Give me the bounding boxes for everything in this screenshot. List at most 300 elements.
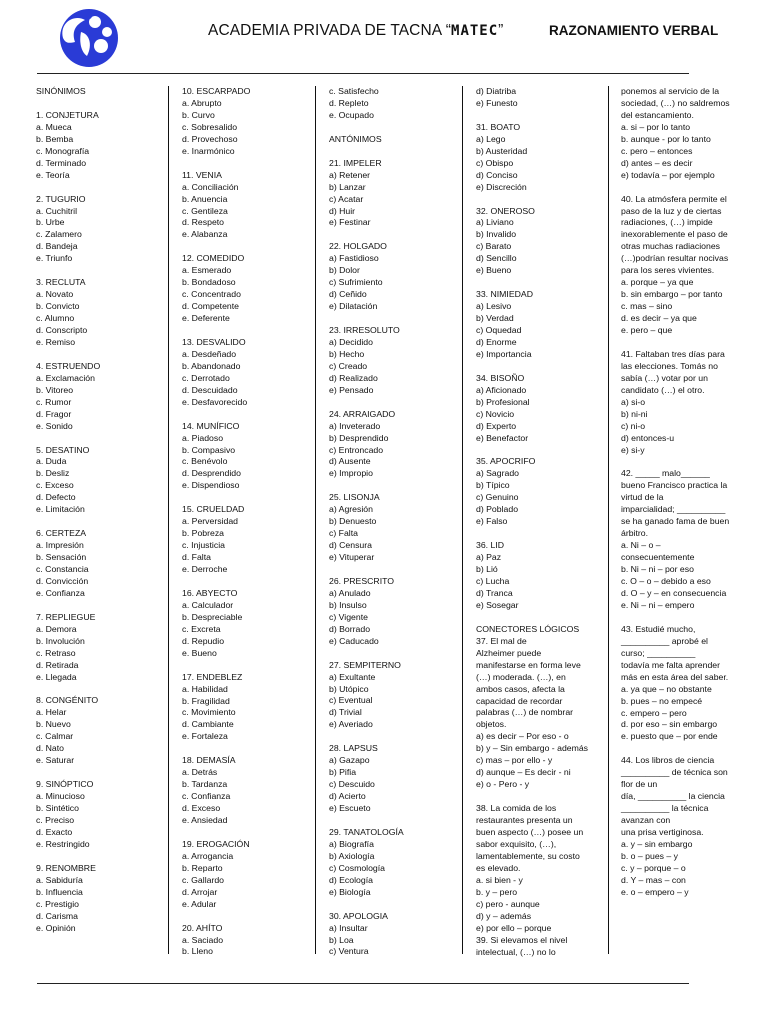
text-line: 30. APOLOGIA (329, 910, 388, 921)
text-line: d) Poblado (476, 504, 519, 515)
text-line: d. Fragor (36, 408, 72, 419)
text-line: b) Insulso (329, 599, 367, 610)
column-synonyms-2 (182, 86, 310, 958)
text-line: intelectual, (…) no lo (476, 946, 556, 957)
text-line: b. Ni – ni – por eso (621, 564, 694, 575)
text-line (329, 229, 457, 241)
text-line (182, 911, 310, 923)
text-line: ponemos al servicio de la (621, 86, 720, 96)
text-line: a. Helar (36, 707, 67, 718)
text-line: ambos casos, afecta la (476, 683, 565, 694)
text-line: d. Nato (36, 743, 65, 754)
text-line: a. Perversidad (182, 516, 239, 527)
text-line: b) Pifia (329, 767, 357, 778)
text-line: a. Exclamación (36, 372, 95, 383)
text-line: sociedad, (…) no saldremos (621, 97, 730, 108)
text-line: b) Austeridad (476, 145, 528, 156)
text-line: e. Desfavorecido (182, 396, 248, 407)
text-line: b. y – pero (476, 886, 518, 897)
text-line: b. Sintético (36, 803, 79, 814)
text-line: e) Sosegar (476, 599, 519, 610)
text-line: 27. SEMPITERNO (329, 659, 401, 670)
text-line: c. Alumno (36, 313, 75, 324)
text-line: 32. ONEROSO (476, 205, 535, 216)
column-antonyms-connectors (476, 86, 604, 958)
text-line: árbitro. (621, 528, 649, 539)
text-line: b) ni-ni (621, 408, 648, 419)
text-line: las elecciones. Tomás no (621, 360, 718, 371)
text-line: e) si-y (621, 444, 645, 455)
text-line: __________ de técnica son (621, 767, 728, 778)
text-line: b. Tardanza (182, 779, 228, 790)
text-line: e. Ni – ni – empero (621, 599, 695, 610)
text-line: e. Teoría (36, 169, 70, 180)
text-line (476, 528, 604, 540)
text-line (329, 313, 457, 325)
text-line: e) Funesto (476, 97, 518, 108)
text-line: 36. LID (476, 540, 505, 551)
text-line: e. puesto que – por ende (621, 731, 718, 742)
text-line: c) Creado (329, 360, 368, 371)
text-line: b. Abandonado (182, 360, 241, 371)
column-divider (168, 86, 169, 954)
text-line: c) Novicio (476, 408, 515, 419)
text-line: e. Saturar (36, 755, 75, 766)
text-line: b. pues – no empecé (621, 695, 703, 706)
text-line: d. Carisma (36, 910, 78, 921)
text-line: Alzheimer puede (476, 647, 542, 658)
text-line: a. Detrás (182, 767, 218, 778)
text-line: 41. Faltaban tres días para (621, 348, 725, 359)
text-line: d. por eso – sin embargo (621, 719, 718, 730)
text-line: capacidad de recordar (476, 695, 563, 706)
text-line (329, 648, 457, 660)
text-line (36, 98, 164, 110)
text-line: 24. ARRAIGADO (329, 408, 396, 419)
text-line: e. o – empero – y (621, 886, 689, 897)
text-line: a. Mueca (36, 121, 72, 132)
text-line: b. Vitoreo (36, 384, 74, 395)
text-line: 3. RECLUTA (36, 277, 86, 288)
text-line: d) Acierto (329, 791, 366, 802)
text-line: 9. SINÓPTICO (36, 779, 94, 790)
text-line: d) Realizado (329, 372, 378, 383)
text-line (36, 684, 164, 696)
text-line: b. Nuevo (36, 719, 71, 730)
text-line: c) Entroncado (329, 444, 384, 455)
text-line: a) Aficionado (476, 384, 527, 395)
text-line: c. Retraso (36, 647, 76, 658)
text-line: 34. BISOÑO (476, 372, 525, 383)
text-line (182, 743, 310, 755)
text-line (182, 492, 310, 504)
footer-divider (37, 983, 689, 984)
text-line: 44. Los libros de ciencia (621, 755, 715, 766)
page-title: ACADEMIA PRIVADA DE TACNA “MATEC” (208, 22, 504, 39)
text-line: ANTÓNIMOS (329, 133, 382, 144)
text-line: a. Demora (36, 623, 77, 634)
text-line: c. pero – entonces (621, 145, 693, 156)
text-line: 11. VENIA (182, 169, 222, 180)
text-line: c) mas – por ello - y (476, 755, 553, 766)
text-line: e. Deferente (182, 313, 230, 324)
text-line: 37. El mal de (476, 635, 527, 646)
text-line: b. Lleno (182, 946, 213, 957)
text-line: e) Importancia (476, 348, 532, 359)
text-line (476, 194, 604, 206)
text-line (36, 600, 164, 612)
text-line: b. Anuencia (182, 193, 228, 204)
text-line: a. Sabiduría (36, 874, 83, 885)
text-line: a. Impresión (36, 540, 84, 551)
text-line: c. Sobresalido (182, 121, 238, 132)
text-line: consecuentemente (621, 552, 695, 563)
text-line: 38. La comida de los (476, 803, 557, 814)
text-line: a. Cuchitril (36, 205, 78, 216)
text-line: imparcialidad; __________ (621, 504, 726, 515)
text-line (182, 158, 310, 170)
text-line: d) Conciso (476, 169, 518, 180)
text-line: 26. PRESCRITO (329, 575, 395, 586)
column-synonyms-1 (36, 86, 164, 935)
text-line: a. Saciado (182, 934, 224, 945)
text-line: b) Utópico (329, 683, 369, 694)
text-line: c. Prestigio (36, 898, 79, 909)
text-line: d) Borrado (329, 623, 371, 634)
text-line: sabor exquisito, (…), (476, 838, 557, 849)
text-line: e) Benefactor (476, 432, 529, 443)
text-line: a) Biografía (329, 838, 374, 849)
text-line: e) Pensado (329, 384, 374, 395)
text-line: e) Discreción (476, 181, 527, 192)
text-line: c. Gentileza (182, 205, 228, 216)
text-line: b) Dolor (329, 265, 360, 276)
text-line: c) Descuido (329, 779, 375, 790)
text-line: 6. CERTEZA (36, 528, 87, 539)
text-line: c) Barato (476, 241, 512, 252)
text-line: b. Desliz (36, 468, 70, 479)
text-line: d. Terminado (36, 157, 87, 168)
text-line: b. sin embargo – por tanto (621, 289, 723, 300)
text-line: a. ya que – no obstante (621, 683, 712, 694)
text-line: b) Verdad (476, 313, 514, 324)
text-line (182, 576, 310, 588)
text-line: b. Bemba (36, 133, 74, 144)
text-line: a) Agresión (329, 504, 373, 515)
text-line: b. Fragilidad (182, 695, 230, 706)
text-line: c) Acatar (329, 193, 364, 204)
column-divider (608, 86, 609, 954)
text-line (329, 480, 457, 492)
text-line: a) Gazapo (329, 755, 370, 766)
text-line: a) Liviano (476, 217, 514, 228)
text-line: c. Injusticia (182, 540, 225, 551)
text-line: 12. COMEDIDO (182, 253, 245, 264)
text-line: b) Axiología (329, 850, 375, 861)
text-line: 43. Estudié mucho, (621, 623, 696, 634)
text-line: a. si bien - y (476, 874, 523, 885)
text-line: __________ la técnica (621, 803, 709, 814)
text-line: d) entonces-u (621, 432, 675, 443)
text-line: a) Paz (476, 552, 502, 563)
text-line: avanzan con (621, 815, 671, 826)
text-line: c. Rumor (36, 396, 72, 407)
text-line (476, 791, 604, 803)
text-line (621, 743, 766, 755)
text-line: sabía (…) votar por un (621, 372, 708, 383)
text-line: e) Falso (476, 516, 508, 527)
text-line: 10. ESCARPADO (182, 86, 251, 96)
text-line: b. Bondadoso (182, 277, 236, 288)
column-divider (315, 86, 316, 954)
text-line: 25. LISONJA (329, 492, 380, 503)
text-line: b. Compasivo (182, 444, 236, 455)
text-line: 18. DEMASÍA (182, 755, 236, 766)
text-line: a) Inveterado (329, 420, 381, 431)
text-line: a. Ni – o – (621, 540, 661, 551)
text-line: c) Ventura (329, 946, 369, 957)
text-line (329, 122, 457, 134)
text-line: paso de la luz y de ciertas (621, 205, 722, 216)
text-line: c) Obispo (476, 157, 514, 168)
text-line: d. Falta (182, 552, 211, 563)
text-line: 39. Si elevamos el nivel (476, 934, 568, 945)
text-line: c) ni-o (621, 420, 646, 431)
text-line: a. Arrogancia (182, 850, 234, 861)
text-line (329, 815, 457, 827)
text-line: a) Lesivo (476, 301, 512, 312)
text-line: e) todavía – por ejemplo (621, 169, 715, 180)
column-connectors (621, 86, 766, 899)
academy-logo-icon (55, 8, 123, 68)
text-line: c. Concentrado (182, 289, 241, 300)
text-line: c. Calmar (36, 731, 74, 742)
text-line: d. Desprendido (182, 468, 241, 479)
text-line: 40. La atmósfera permite el (621, 193, 727, 204)
text-line: 22. HOLGADO (329, 241, 387, 252)
text-line: flor de un (621, 779, 658, 790)
text-line: c. Preciso (36, 815, 75, 825)
text-line: d. es decir – ya que (621, 313, 697, 324)
text-line: buen aspecto (…) posee un (476, 826, 584, 837)
text-line: e. pero – que (621, 325, 673, 336)
text-line: c. Movimiento (182, 707, 236, 718)
text-line: d. Convicción (36, 575, 89, 586)
text-line: c. Derrotado (182, 372, 230, 383)
text-line: d. O – y – en consecuencia (621, 587, 727, 598)
text-line: 1. CONJETURA (36, 109, 99, 120)
text-line: d) Ceñido (329, 289, 367, 300)
text-line: __________ aprobé el (621, 635, 708, 646)
text-line: c) Oquedad (476, 325, 522, 336)
text-line: día, __________ la ciencia (621, 791, 725, 802)
text-line: a) Retener (329, 169, 371, 180)
page-header (0, 0, 768, 80)
text-line: e. Adular (182, 898, 217, 909)
text-line: del estancamiento. (621, 109, 694, 120)
text-line (182, 325, 310, 337)
text-line: bueno Francisco practica la (621, 480, 728, 491)
text-line: a) Anulado (329, 587, 371, 598)
text-line: a) Sagrado (476, 468, 519, 479)
text-line: a. Duda (36, 456, 67, 467)
text-line: e. Bueno (182, 647, 217, 658)
text-line: SINÓNIMOS (36, 86, 86, 96)
text-line: 4. ESTRUENDO (36, 360, 101, 371)
text-line: para los seres vivientes. (621, 265, 715, 276)
text-line: objetos. (476, 719, 507, 730)
text-line: b. Involución (36, 635, 85, 646)
text-line: e. Fortaleza (182, 731, 228, 742)
text-line (36, 182, 164, 194)
text-line: se ha ganado fama de buen (621, 516, 730, 527)
text-line: 21. IMPELER (329, 157, 382, 168)
text-line: c) Cosmología (329, 862, 386, 873)
text-line: d. Bandeja (36, 241, 78, 252)
text-line: d. Y – mas – con (621, 874, 686, 885)
text-line: a. y – sin embargo (621, 838, 693, 849)
text-line (36, 767, 164, 779)
text-line (476, 110, 604, 122)
text-line: a) es decir – Por eso - o (476, 731, 569, 742)
text-line: e. Ansiedad (182, 815, 228, 826)
text-line: c. empero – pero (621, 707, 687, 718)
text-line: d. Exacto (36, 826, 73, 837)
text-line: b) Lanzar (329, 181, 366, 192)
text-line: e. Llegada (36, 671, 77, 682)
brand-name: MATEC (451, 23, 499, 39)
text-line: b. o – pues – y (621, 850, 678, 861)
text-line: b. Urbe (36, 217, 65, 228)
text-line (621, 337, 766, 349)
text-line: (…) moderada. (…), en (476, 671, 566, 682)
column-antonyms-1 (329, 86, 457, 958)
text-line: a) Fastidioso (329, 253, 379, 264)
text-line: b) Lió (476, 564, 498, 575)
text-line: b) Denuesto (329, 516, 377, 527)
text-line: e. Derroche (182, 564, 228, 575)
text-line: (…)podrían resultar nocivas (621, 253, 729, 264)
text-line: e) Bueno (476, 265, 512, 276)
text-line: 20. AHÍTO (182, 922, 223, 933)
text-line: d) Experto (476, 420, 517, 431)
text-line: e) Dilatación (329, 301, 378, 312)
text-line (329, 146, 457, 158)
text-line: 28. LAPSUS (329, 743, 378, 754)
text-line: e. Triunfo (36, 253, 73, 264)
text-line: e. Opinión (36, 922, 76, 933)
text-line: c. Zalamero (36, 229, 82, 240)
text-line: 16. ABYECTO (182, 587, 238, 598)
text-line: 29. TANATOLOGÍA (329, 826, 404, 837)
text-line: d) Censura (329, 540, 372, 551)
text-line: palabras (…) de nombrar (476, 707, 574, 718)
text-line (36, 851, 164, 863)
text-line: a) si-o (621, 396, 646, 407)
text-line (329, 899, 457, 911)
text-line: d) Huir (329, 205, 356, 216)
text-line: a. Abrupto (182, 97, 222, 108)
text-line: e. Remiso (36, 336, 76, 347)
text-line: d) y – además (476, 910, 532, 921)
text-line: d. Arrojar (182, 886, 218, 897)
text-line: b) Desprendido (329, 432, 389, 443)
text-line: e) Escueto (329, 803, 371, 814)
text-line: a. Conciliación (182, 181, 239, 192)
text-line: d. Cambiante (182, 719, 234, 730)
text-line: radiaciones, (…) impide (621, 217, 713, 228)
text-line: c. mas – sino (621, 301, 673, 312)
column-divider (462, 86, 463, 954)
text-line (329, 564, 457, 576)
text-line (621, 182, 766, 194)
text-line: c. Confianza (182, 791, 231, 802)
text-line: e) por ello – porque (476, 922, 552, 933)
text-line: a. Novato (36, 289, 74, 300)
text-line: virtud de la (621, 492, 664, 503)
text-line: e) Festinar (329, 217, 371, 228)
text-line: d) Trivial (329, 707, 362, 718)
text-line: a) Lego (476, 133, 506, 144)
text-line (476, 612, 604, 624)
text-line: c) Sufrimiento (329, 277, 383, 288)
text-line: otras muchas radiaciones (621, 241, 720, 252)
text-line: b. Pobreza (182, 528, 225, 539)
text-line: a) Insultar (329, 922, 368, 933)
text-line: 23. IRRESOLUTO (329, 325, 400, 335)
text-line: d. Retirada (36, 659, 79, 670)
text-line: d. Exceso (182, 803, 221, 814)
text-line (36, 265, 164, 277)
text-line: d. Repleto (329, 97, 369, 108)
text-line: restaurantes presenta un (476, 815, 573, 826)
text-line: a. Esmerado (182, 265, 232, 276)
text-line: 35. APOCRIFO (476, 456, 536, 467)
text-line: c. Satisfecho (329, 86, 379, 96)
text-line: a. porque – ya que (621, 277, 694, 288)
text-line: 33. NIMIEDAD (476, 289, 533, 300)
text-line: CONECTORES LÓGICOS (476, 623, 580, 634)
text-line: e) Biología (329, 886, 371, 897)
text-line (476, 445, 604, 457)
text-line (36, 516, 164, 528)
text-line: b. aunque - por lo tanto (621, 133, 711, 144)
text-line (182, 241, 310, 253)
text-line: d. Repudio (182, 635, 225, 646)
text-line: e. Sonido (36, 420, 73, 431)
text-line: d. Defecto (36, 492, 76, 503)
text-line: e. Restringido (36, 838, 90, 849)
text-line: d) Ausente (329, 456, 371, 467)
text-line: 13. DESVALIDO (182, 336, 246, 347)
subject-title: RAZONAMIENTO VERBAL (549, 23, 719, 38)
text-line: d) Ecología (329, 874, 373, 885)
text-line: d. Respeto (182, 217, 225, 228)
text-line: d) antes – es decir (621, 157, 693, 168)
text-line: 31. BOATO (476, 121, 521, 132)
text-line: d) Sencillo (476, 253, 517, 264)
text-line: a. Desdeñado (182, 348, 237, 359)
header-divider (37, 73, 689, 74)
text-line: a. Minucioso (36, 791, 85, 802)
text-line: curso; __________ (621, 647, 696, 658)
text-line: d) Enorme (476, 336, 517, 347)
text-line: e. Inarmónico (182, 145, 235, 156)
text-line: c) Genuino (476, 492, 519, 503)
text-line: e. Ocupado (329, 109, 374, 120)
text-line: c. Monografía (36, 145, 90, 156)
text-line: 14. MUNÍFICO (182, 420, 240, 431)
